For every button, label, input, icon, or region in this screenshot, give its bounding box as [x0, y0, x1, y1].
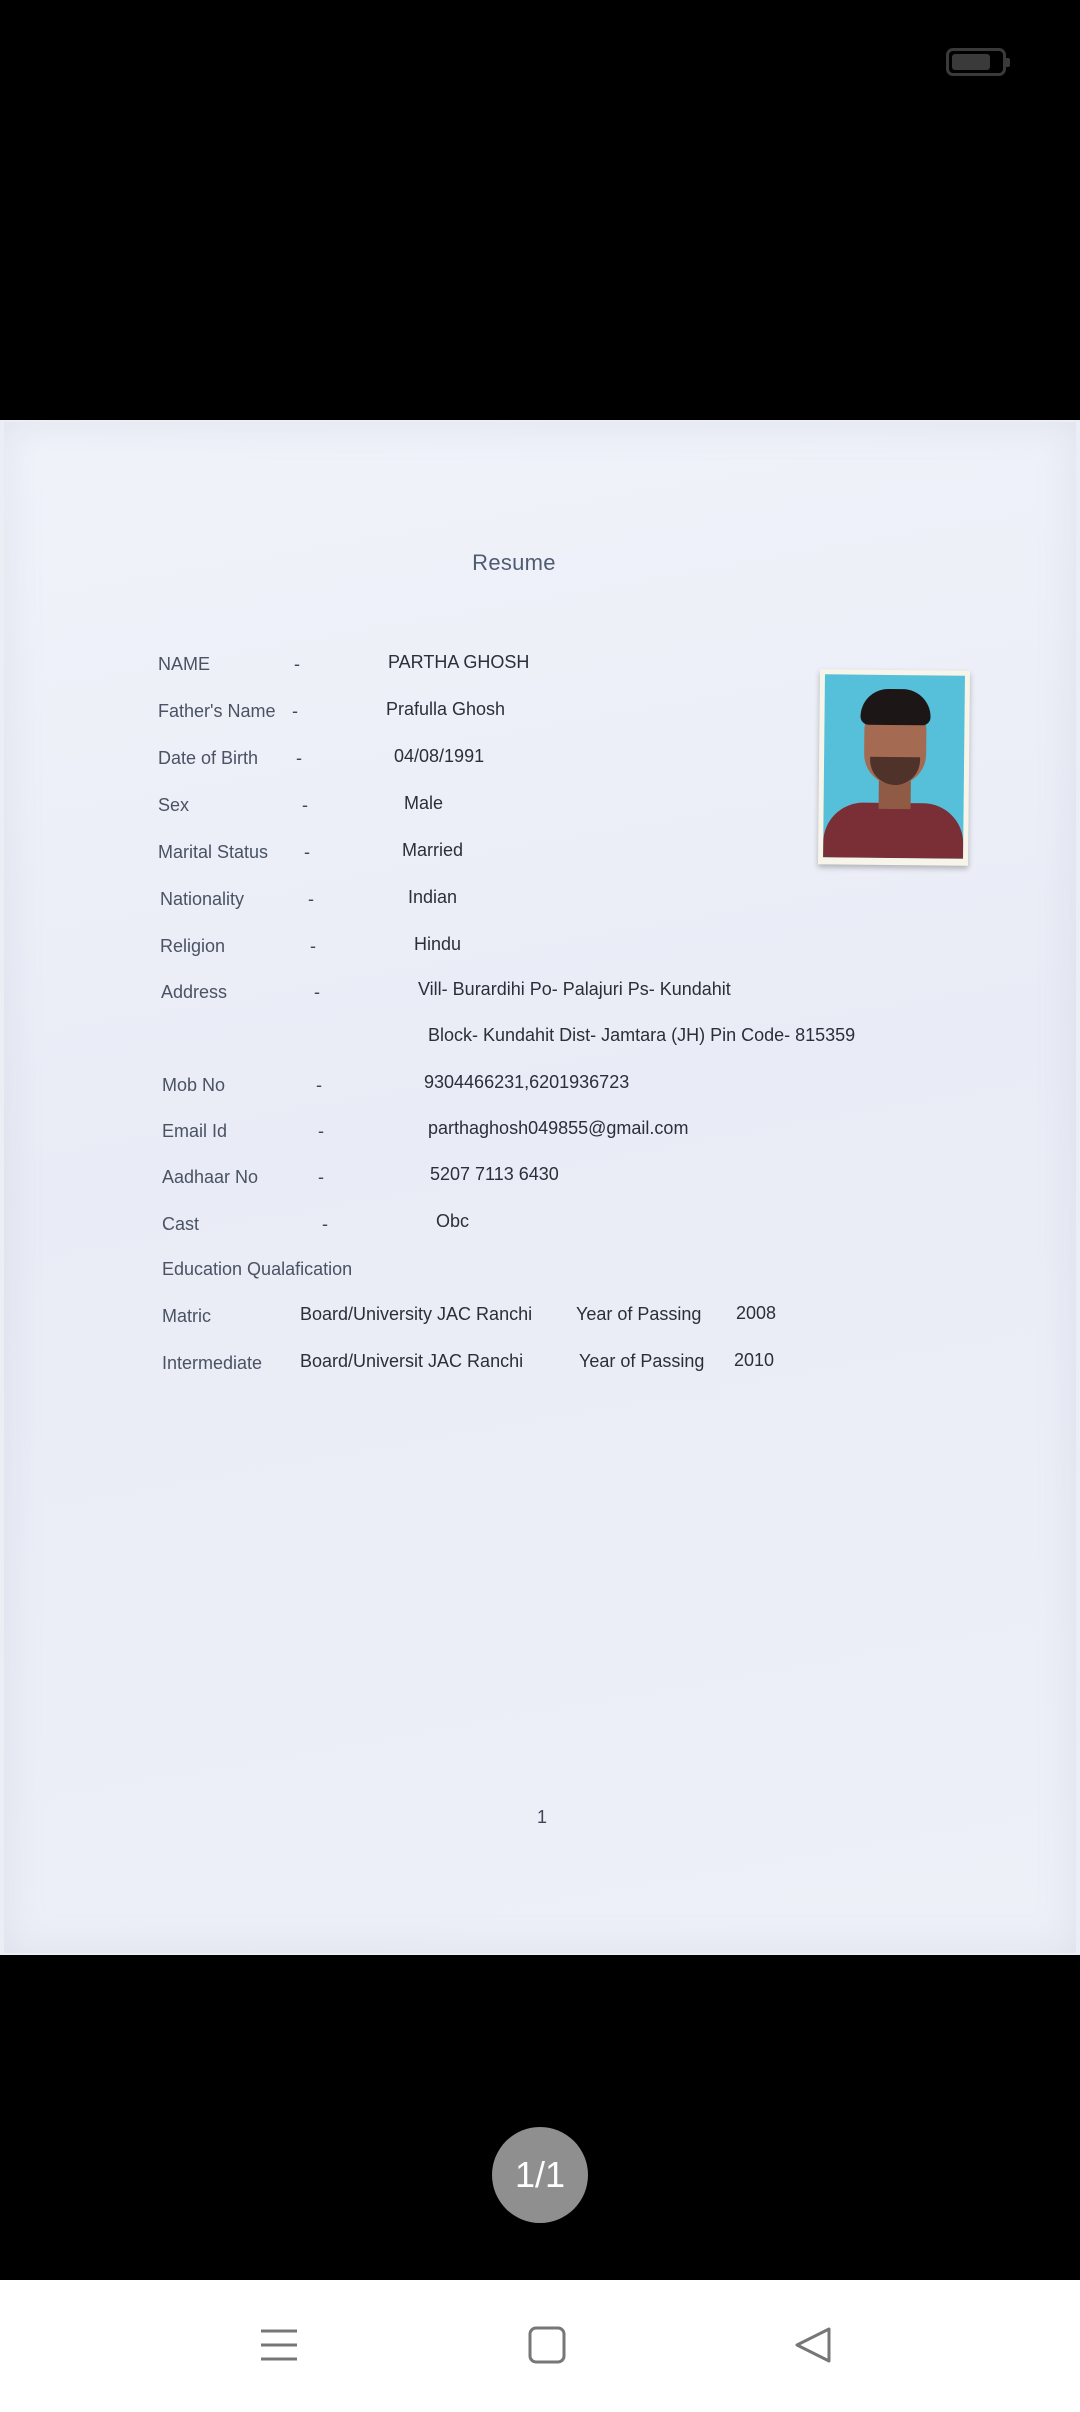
sex-value: Male	[404, 793, 444, 813]
fathers-name-sep: -	[292, 701, 298, 721]
name-label: NAME	[158, 654, 211, 674]
mobile-value: 9304466231,6201936723	[424, 1072, 630, 1092]
marital-status-label: Marital Status	[158, 842, 269, 862]
aadhaar-sep: -	[318, 1167, 324, 1187]
religion-label: Religion	[160, 936, 226, 956]
back-triangle-icon[interactable]	[768, 2300, 858, 2390]
intermediate-year-label: Year of Passing	[579, 1351, 705, 1371]
fathers-name-value: Prafulla Ghosh	[386, 699, 506, 719]
cast-sep: -	[322, 1214, 328, 1234]
dob-sep: -	[296, 748, 302, 768]
page-indicator: 1/1	[492, 2127, 588, 2223]
address-sep: -	[314, 982, 320, 1002]
email-sep: -	[318, 1121, 324, 1141]
marital-status-value: Married	[402, 840, 464, 860]
religion-value: Hindu	[414, 934, 462, 954]
menu-icon[interactable]	[234, 2300, 324, 2390]
email-label: Email Id	[162, 1121, 228, 1141]
cast-value: Obc	[436, 1211, 470, 1231]
name-value: PARTHA GHOSH	[388, 652, 530, 672]
intermediate-year: 2010	[734, 1350, 775, 1370]
nationality-label: Nationality	[160, 889, 245, 909]
resume-paper	[4, 422, 1076, 1953]
dob-value: 04/08/1991	[394, 746, 485, 766]
religion-sep: -	[310, 936, 316, 956]
name-sep: -	[294, 654, 300, 674]
email-value: parthaghosh049855@gmail.com	[428, 1118, 689, 1138]
navigation-bar	[0, 2280, 1080, 2412]
address-value-line2: Block- Kundahit Dist- Jamtara (JH) Pin Code- 815359	[428, 1025, 856, 1045]
mobile-sep: -	[316, 1075, 322, 1095]
sex-sep: -	[302, 795, 308, 815]
intermediate-label: Intermediate	[162, 1353, 263, 1373]
matric-label: Matric	[162, 1306, 211, 1326]
document-photo[interactable]	[0, 420, 1080, 1955]
home-square-icon[interactable]	[502, 2300, 592, 2390]
sex-label: Sex	[158, 795, 190, 815]
aadhaar-label: Aadhaar No	[162, 1167, 259, 1187]
intermediate-board: Board/Universit JAC Ranchi	[300, 1351, 524, 1371]
marital-status-sep: -	[304, 842, 310, 862]
address-value-line1: Vill- Burardihi Po- Palajuri Ps- Kundahit	[418, 979, 731, 999]
matric-year-label: Year of Passing	[576, 1304, 702, 1324]
mobile-label: Mob No	[162, 1075, 226, 1095]
cast-label: Cast	[162, 1214, 200, 1234]
document-page-number: 1	[537, 1807, 548, 1827]
nationality-value: Indian	[408, 887, 458, 907]
passport-photo	[818, 669, 970, 866]
battery-icon	[946, 48, 1006, 76]
education-heading: Education Qualafication	[162, 1259, 353, 1279]
nationality-sep: -	[308, 889, 314, 909]
resume-title: Resume	[472, 550, 556, 575]
aadhaar-value: 5207 7113 6430	[430, 1164, 559, 1184]
matric-board: Board/University JAC Ranchi	[300, 1304, 533, 1324]
matric-year: 2008	[736, 1303, 777, 1323]
dob-label: Date of Birth	[158, 748, 259, 768]
fathers-name-label: Father's Name	[158, 701, 276, 721]
address-label: Address	[161, 982, 228, 1002]
